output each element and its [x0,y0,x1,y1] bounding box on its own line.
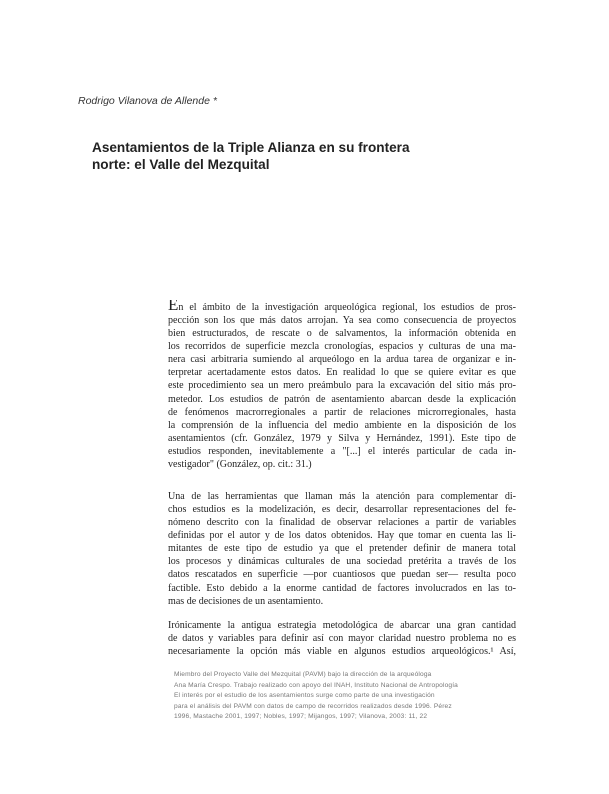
footnote-line: El interés por el estudio de los asentamientos surge como parte de una investigación [174,692,435,700]
paragraph-line: Una de las herramientas que llaman más la atención para complementar di- [168,491,516,502]
paragraph-line: los recorridos de superficie mezcla cronologías, espacios y culturas de una ma- [168,341,516,353]
paragraph-line: bien estructurados, de rescate o de salvamentos, la información obtenida en [168,328,516,340]
paragraph-line: nera casi arbitraria sumiendo al arqueólogo en la ardua tarea de organizar e in- [168,354,516,366]
paragraph-line: factible. Esto debido a la enorme cantidad de factores involucrados en las to- [168,582,516,594]
footnote-line: Ana María Crespo. Trabajo realizado con apoyo del INAH, Instituto Nacional de Antropología [174,681,459,689]
paragraph-3 [168,619,516,658]
paragraph-line: terpretar acertadamente estos datos. En realidad lo que se quiere evitar es que [168,367,516,379]
paragraph-line: este procedimiento sea un mero preámbulo para la excavación del sitio más pro- [168,380,516,392]
paragraph-line: la comprensión de la influencia del medio ambiente en la disposición de los [168,419,516,431]
drop-cap: E [168,300,179,314]
title-line-1: Asentamientos de la Triple Alianza en su frontera [92,140,410,155]
footnote-line: 1996, Mastache 2001, 1997; Nobles, 1997; Mijangos, 1997; Vilanova, 2003: 11, 22 [174,713,428,721]
footnotes [174,670,504,723]
paragraph-line: vestigador" (González, op. cit.: 31.) [168,458,312,470]
paragraph-line: pección son los que más datos arrojan. Ya sea como consecuencia de proyectos [168,315,516,327]
author-name: Rodrigo Vilanova de Allende * [78,95,217,107]
title-line-2: norte: el Valle del Mezquital [92,157,270,172]
paragraph-line: metedor. Los estudios de patrón de asentamiento abarcan desde la explicación [168,393,516,405]
paragraph-line: chos estudios es la modelización, es decir, desarrollar representaciones del fe- [168,504,516,516]
paragraph-line: necesariamente la opción más viable en algunos estudios arqueológicos.¹ Así, [168,646,516,658]
paragraph-line: los procesos y dinámicas culturales de una sociedad pretérita a través de los [168,556,516,568]
paragraph-line: estudios responden, inevitablemente a "[...] el interés particular de cada in- [168,445,516,457]
paragraph-1 [168,300,516,471]
article-title [92,139,512,173]
paragraph-line: asentamientos (cfr. González, 1979 y Silva y Hernández, 1991). Este tipo de [168,432,516,444]
paragraph-line: mitantes de este tipo de estudio ya que el pretender definir de manera total [168,543,516,555]
paragraph-line: mas de decisiones de un asentamiento. [168,595,324,607]
footnote-line: Miembro del Proyecto Valle del Mezquital (PAVM) bajo la dirección de la arqueóloga [174,671,432,678]
paragraph-2 [168,490,516,608]
paragraph-line: de fenómenos macrorregionales a partir de relaciones microrregionales, hasta [168,406,516,418]
paragraph-line: Irónicamente la antigua estrategia metodológica de abarcar una gran cantidad [168,620,516,631]
paragraph-line: de datos y variables para definir así con mayor claridad nuestro problema no es [168,633,516,645]
paragraph-line: datos rescatados en superficie —por cuantiosos que puedan ser— resulta poco [168,569,516,581]
paragraph-line: En el ámbito de la investigación arqueológica regional, los estudios de pros- [168,300,516,314]
footnote-line: para el análisis del PAVM con datos de campo de recorridos realizados desde 1996. Pérez [174,702,452,710]
paragraph-line: nómeno descrito con la finalidad de observar relaciones a partir de variables [168,517,516,529]
paragraph-line: definidas por el autor y de los datos obtenidos. Hay que tomar en cuenta las li- [168,530,516,542]
